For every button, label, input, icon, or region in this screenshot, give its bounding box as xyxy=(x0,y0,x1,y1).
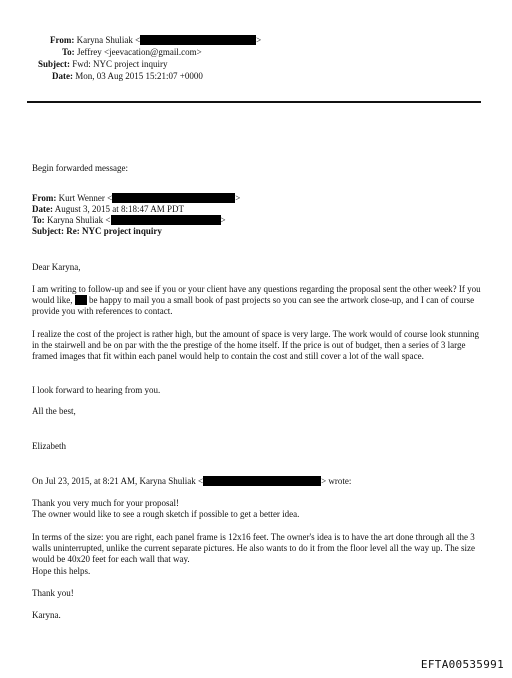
forwarded-date-value: August 3, 2015 at 8:18:47 AM PDT xyxy=(54,204,185,214)
body-closing: All the best, xyxy=(32,406,76,416)
redaction-block xyxy=(140,35,256,45)
forwarded-to-label: To: xyxy=(32,215,45,225)
forwarded-subject-label: Subject: xyxy=(32,226,64,236)
forwarded-date-label: Date: xyxy=(32,204,53,214)
forwarded-intro: Begin forwarded message: xyxy=(32,163,128,173)
header-to xyxy=(62,47,202,58)
header-from-label: From: xyxy=(50,35,75,45)
header-subject xyxy=(38,59,168,70)
forwarded-from: From: Kurt Wenner < > xyxy=(32,193,241,203)
body-paragraph-2: I realize the cost of the project is rather high, but the amount of space is very large. The work would of course look stunning in the stairwell and be on par with the the prestige of the home itself. If the price is out of budget, then a series of 3 large framed images that fit within each panel would help to contain the cost and still cover a lot of the wall space. xyxy=(32,329,480,361)
header-divider xyxy=(27,101,481,103)
header-to-label: To: xyxy=(62,47,75,57)
forwarded-subject-value: Re: NYC project inquiry xyxy=(66,226,162,236)
body-paragraph-3: I look forward to hearing from you. xyxy=(32,385,161,395)
quoted-paragraph-size: In terms of the size: you are right, each panel frame is 12x16 feet. The owner's idea is to have the art done through all the 3 walls uninterrupted, unlike the current separate pictures. He also wants to do it from the floor level all the way up. The size would be 40x20 feet for each wall that way. xyxy=(32,532,475,564)
forwarded-date xyxy=(32,204,184,215)
body-signature: Elizabeth xyxy=(32,441,66,451)
quoted-thank-you: Thank you! xyxy=(32,588,74,598)
forwarded-from-label: From: xyxy=(32,193,57,203)
quoted-signature: Karyna. xyxy=(32,610,61,620)
quoted-line-2: The owner would like to see a rough sketch if possible to get a better idea. xyxy=(32,509,300,519)
header-date-label: Date: xyxy=(52,71,73,81)
header-date-value: Mon, 03 Aug 2015 15:21:07 +0000 xyxy=(75,71,203,81)
forwarded-subject xyxy=(32,226,162,237)
redaction-block xyxy=(75,295,87,305)
header-subject-value: Fwd: NYC project inquiry xyxy=(72,59,168,69)
forwarded-to: To: Karyna Shuliak < > xyxy=(32,215,226,225)
header-date xyxy=(52,71,203,82)
forwarded-from-value: Kurt Wenner < xyxy=(58,193,113,203)
redaction-block xyxy=(112,193,235,203)
header-subject-label: Subject: xyxy=(38,59,70,69)
header-to-value: Jeffrey <jeevacation@gmail.com> xyxy=(76,47,202,57)
redaction-block xyxy=(111,215,221,225)
redaction-block xyxy=(203,476,321,486)
forwarded-to-value: Karyna Shuliak < xyxy=(46,215,111,225)
document-id: EFTA00535991 xyxy=(420,658,504,671)
body-greeting: Dear Karyna, xyxy=(32,262,81,272)
quoted-intro: On Jul 23, 2015, at 8:21 AM, Karyna Shuliak < > wrote: xyxy=(32,476,352,486)
header-from: From: Karyna Shuliak < > xyxy=(50,35,262,45)
quoted-line-hope: Hope this helps. xyxy=(32,566,91,576)
quoted-line-1: Thank you very much for your proposal! xyxy=(32,498,179,508)
body-paragraph-1: I am writing to follow-up and see if you or your client have any questions regarding the proposal sent the other week? If you would like, be happy to mail you a small book of past projects so you can see the artwork close-up, and I can of course provide you with references to contact. xyxy=(32,284,481,316)
header-from-value: Karyna Shuliak < xyxy=(76,35,141,45)
